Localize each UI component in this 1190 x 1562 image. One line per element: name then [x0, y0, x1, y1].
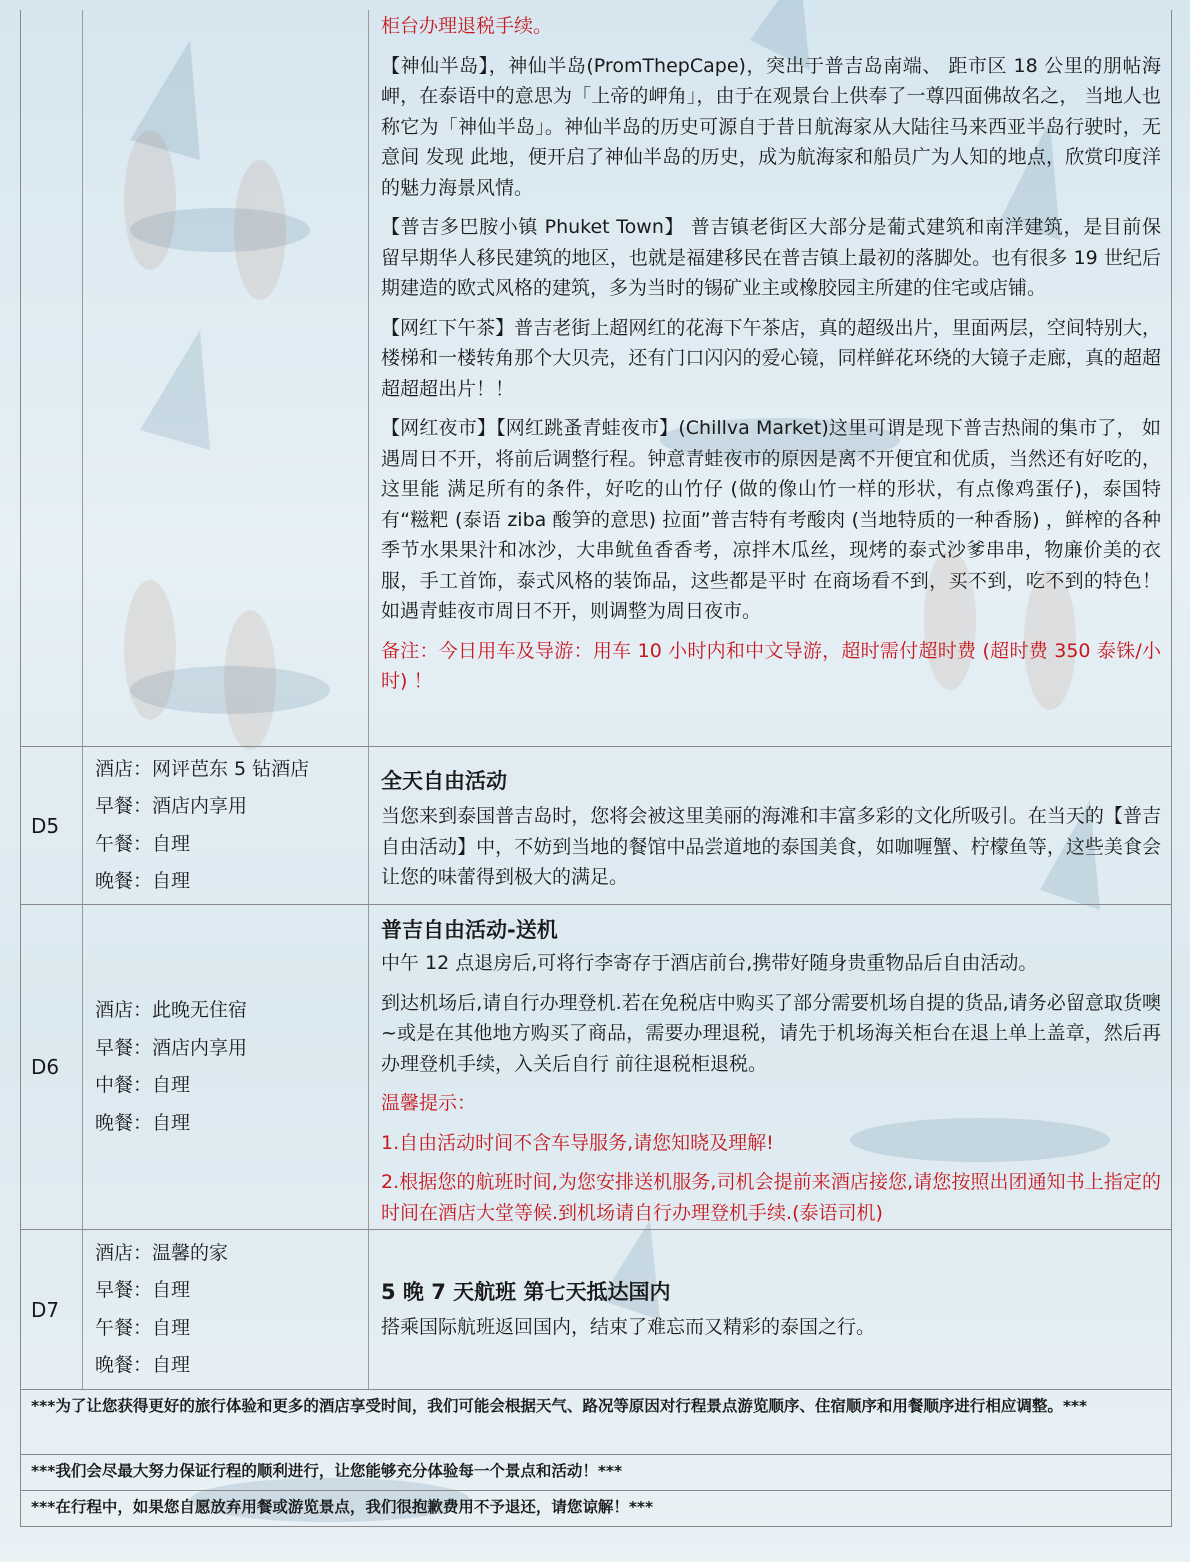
night-market-text: 【网红夜市】【网红跳蚤青蛙夜市】(Chillva Market)这里可谓是现下普吉热闹的集市了， 如遇周日不开，将前后调整行程。钟意青蛙夜市的原因是离不开便宜和优质，当然还有好吃的，这里能 满足所有的条件，好吃的山竹仔 (做的像山竹一样的形状，有点像鸡蛋仔)，泰国特有“糍粑 (泰语 ziba 酸笋的意思) 拉面”普吉特有考酸肉 (当地特质的一种香肠) ，鲜榨的各种季节水果果汁和冰沙，大串鱿鱼香香考，凉拌木瓜丝，现烤的泰式沙爹串串，物廉价美的衣服，手工首饰，泰式风格的装饰品，这些都是平时 在商场看不到，买不到，吃不到的特色！如遇青蛙夜市周日不开，则调整为周日夜市。: [381, 417, 1161, 622]
day-label: D5: [21, 747, 83, 904]
itinerary-table: [20, 10, 1172, 1527]
day-title: 5 晚 7 天航班 第七天抵达国内: [381, 1280, 671, 1305]
hotel-info: 酒店：网评芭东 5 钻酒店: [95, 757, 310, 780]
remark-text: 备注：今日用车及导游：用车 10 小时内和中文导游，超时需付超时费 (超时费 350 泰铢/小时) ！: [381, 639, 1161, 692]
meal-info: [83, 905, 369, 1229]
note-adjustment: ***为了让您获得更好的旅行体验和更多的酒店享受时间，我们可能会根据天气、路况等原因对行程景点游览顺序、住宿顺序和用餐顺序进行相应调整。***: [21, 1389, 1171, 1454]
meal-info: [83, 1230, 369, 1389]
return-text: 搭乘国际航班返回国内，结束了难忘而又精彩的泰国之行。: [381, 1316, 876, 1339]
hotel-info: 酒店：此晚无住宿: [95, 999, 248, 1021]
day-title: 全天自由活动: [381, 769, 507, 793]
meal-cell-empty: [83, 10, 369, 746]
airport-text: 到达机场后,请自行办理登机.若在免税店中购买了部分需要机场自提的货品,请务必留意取货噢~或是在其他地方购买了商品，需要办理退税，请先于机场海关柜台在退上单上盖章，然后再办理登机手续，入关后自行 前往退税柜退税。: [381, 991, 1161, 1075]
description-d4: [369, 10, 1171, 746]
row-d5: [21, 746, 1171, 904]
lunch-info: 中餐：自理: [95, 1074, 191, 1096]
checkout-text: 中午 12 点退房后,可将行李寄存于酒店前台,携带好随身贵重物品后自由活动。: [381, 952, 1038, 974]
day-label: D7: [21, 1230, 83, 1389]
tip-1: 1.自由活动时间不含车导服务,请您知晓及理解!: [381, 1131, 774, 1154]
breakfast-info: 早餐：酒店内享用: [95, 795, 248, 817]
day-title: 普吉自由活动-送机: [381, 918, 558, 942]
lunch-info: 午餐：自理: [95, 832, 191, 855]
description-d5: [369, 747, 1171, 904]
row-d4-continued: [21, 10, 1171, 746]
day-cell-empty: [21, 10, 83, 746]
breakfast-info: 早餐：酒店内享用: [95, 1036, 248, 1059]
note-no-refund: ***在行程中，如果您自愿放弃用餐或游览景点，我们很抱歉费用不予退还，请您谅解！***: [21, 1490, 1171, 1526]
afternoon-tea-text: 【网红下午茶】普吉老街上超网红的花海下午茶店，真的超级出片，里面两层，空间特别大，楼梯和一楼转角那个大贝壳，还有门口闪闪的爱心镜，同样鲜花环绕的大镜子走廊，真的超超超超超出片！！: [381, 316, 1161, 400]
breakfast-info: 早餐：自理: [95, 1279, 191, 1301]
row-d6: [21, 904, 1171, 1229]
description-d7: [369, 1230, 1171, 1389]
hotel-info: 酒店：温馨的家: [95, 1241, 229, 1264]
dinner-info: 晚餐：自理: [95, 1354, 191, 1376]
dinner-info: 晚餐：自理: [95, 1111, 191, 1134]
description-d6: [369, 905, 1171, 1229]
lunch-info: 午餐：自理: [95, 1316, 191, 1339]
dinner-info: 晚餐：自理: [95, 870, 191, 892]
note-effort: ***我们会尽最大努力保证行程的顺利进行，让您能够充分体验每一个景点和活动！***: [21, 1454, 1171, 1490]
meal-info: [83, 747, 369, 904]
tip-2: 2.根据您的航班时间,为您安排送机服务,司机会提前来酒店接您,请您按照出团通知书上指定的时间在酒店大堂等候.到机场请自行办理登机手续.(泰语司机): [381, 1171, 1161, 1224]
day-label: D6: [21, 905, 83, 1229]
free-activity-text: 当您来到泰国普吉岛时，您将会被这里美丽的海滩和丰富多彩的文化所吸引。在当天的【普吉自由活动】中，不妨到当地的餐馆中品尝道地的泰国美食，如咖喱蟹、柠檬鱼等，这些美食会让您的味蕾得到极大的满足。: [381, 805, 1161, 888]
tips-heading: 温馨提示：: [381, 1092, 477, 1114]
promthep-cape-text: 【神仙半岛】，神仙半岛(PromThepCape)，突出于普吉岛南端、 距市区 18 公里的朋帖海岬，在泰语中的意思为「上帝的岬角」，由于在观景台上供奉了一尊四面佛故名之， 当地人也称它为「神仙半岛」。神仙半岛的历史可源自于昔日航海家从大陆往马来西亚半岛行驶时，无意间 发现 此地，便开启了神仙半岛的历史，成为航海家和船员广为人知的地点，欣赏印度洋的魅力海景风情。: [381, 54, 1161, 199]
row-d7: [21, 1229, 1171, 1389]
phuket-town-text: 【普吉多巴胺小镇 Phuket Town】 普吉镇老街区大部分是葡式建筑和南洋建筑，是目前保 留早期华人移民建筑的地区，也就是福建移民在普吉镇上最初的落脚处。也有很多 19 世纪后期建造的欧式风格的建筑，多为当时的锡矿业主或橡胶园主所建的住宅或店铺。: [381, 216, 1161, 299]
tax-refund-text: 柜台办理退税手续。: [381, 15, 553, 37]
